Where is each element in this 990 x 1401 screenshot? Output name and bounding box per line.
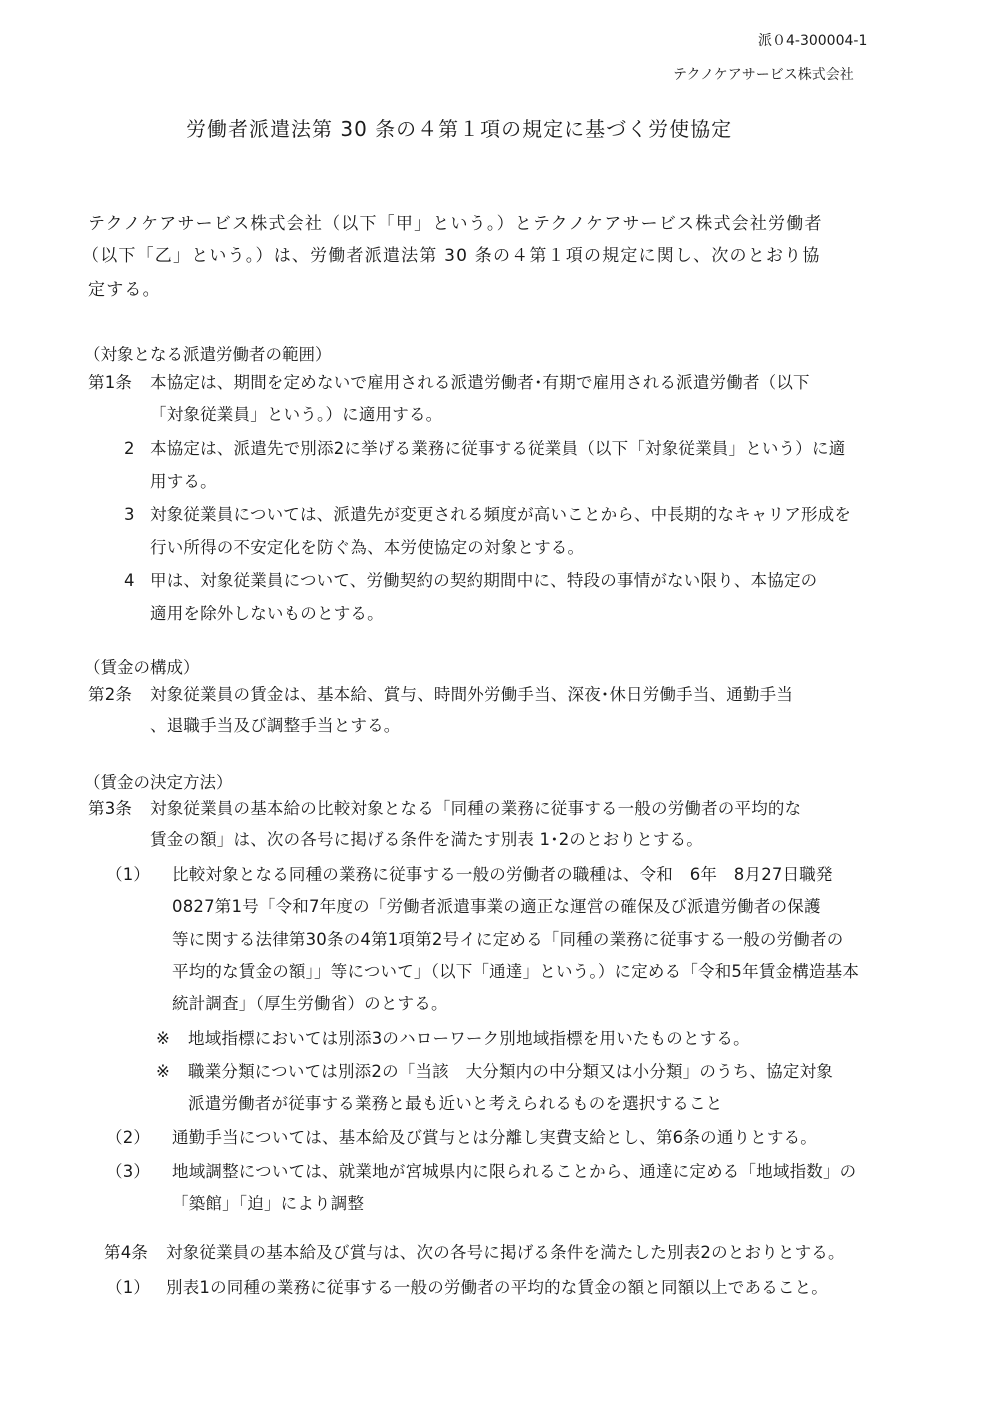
article-3-item-1-line-3: 等に関する法律第30条の4第1項第2号イに定める「同種の業務に従事する一般の労働者の: [172, 930, 844, 949]
article-3-line-1: 対象従業員の基本給の比較対象となる「同種の業務に従事する一般の労働者の平均的な: [150, 799, 802, 818]
section-heading-wage-determination: （賃金の決定方法）: [84, 773, 233, 792]
article-4-item-1-number: （1）: [106, 1278, 151, 1297]
article-3-item-3-number: （3）: [106, 1162, 151, 1181]
article-1-para-3-line-1: 対象従業員については、派遣先が変更される頻度が高いことから、中長期的なキャリア形成を: [150, 505, 852, 524]
article-3-item-1-line-5: 統計調査」（厚生労働省）のとする。: [172, 994, 448, 1013]
article-2-line-1: 対象従業員の賃金は、基本給、賞与、時間外労働手当、深夜･休日労働手当、通勤手当: [150, 685, 794, 704]
article-1-line-1: 本協定は、期間を定めないで雇用される派遣労働者･有期で雇用される派遣労働者（以下: [150, 373, 810, 392]
article-3-item-1-line-4: 平均的な賃金の額」」等について」（以下「通達」という。）に定める「令和5年賃金構造基本: [172, 962, 860, 981]
article-4-label: 第4条: [104, 1243, 149, 1262]
document-title: 労働者派遣法第 30 条の４第１項の規定に基づく労使協定: [186, 117, 733, 141]
document-number: 派０4-300004-1: [758, 33, 868, 49]
note-mark-1: ※: [156, 1029, 171, 1048]
note-2-line-2: 派遣労働者が従事する業務と最も近いと考えられるものを選択すること: [188, 1094, 723, 1113]
article-2-line-2: 、退職手当及び調整手当とする。: [150, 716, 401, 735]
note-2-line-1: 職業分類については別添2の「当該 大分類内の中分類又は小分類」のうち、協定対象: [188, 1062, 833, 1081]
intro-line-3: 定する。: [88, 280, 161, 300]
article-1-label: 第1条: [88, 373, 133, 392]
article-3-line-2: 賃金の額」は、次の各号に掲げる条件を満たす別表 1･2のとおりとする。: [150, 830, 703, 849]
section-heading-wage-structure: （賃金の構成）: [84, 658, 200, 677]
article-2-label: 第2条: [88, 685, 133, 704]
article-4-item-1-line-1: 別表1の同種の業務に従事する一般の労働者の平均的な賃金の額と同額以上であること。: [166, 1278, 828, 1297]
note-1-line-1: 地域指標においては別添3のハローワーク別地域指標を用いたものとする。: [188, 1029, 750, 1048]
article-1-para-4-line-2: 適用を除外しないものとする。: [150, 604, 384, 623]
article-1-para-2-line-2: 用する。: [150, 472, 217, 491]
article-3-item-3-line-2: 「築館」「迫」により調整: [172, 1194, 365, 1213]
article-3-item-1-line-2: 0827第1号「令和7年度の「労働者派遣事業の適正な運営の確保及び派遣労働者の保護: [172, 897, 821, 916]
article-1-para-2-line-1: 本協定は、派遣先で別添2に挙げる業務に従事する従業員（以下「対象従業員」という）に適: [150, 439, 846, 458]
article-1-para-2-number: 2: [124, 439, 135, 458]
article-3-label: 第3条: [88, 799, 133, 818]
article-1-para-4-line-1: 甲は、対象従業員について、労働契約の契約期間中に、特段の事情がない限り、本協定の: [150, 571, 818, 590]
article-4-line-1: 対象従業員の基本給及び賞与は、次の各号に掲げる条件を満たした別表2のとおりとする。: [166, 1243, 845, 1262]
company-name-header: テクノケアサービス株式会社: [673, 67, 854, 83]
article-1-para-3-number: 3: [124, 505, 135, 524]
article-3-item-1-line-1: 比較対象となる同種の業務に従事する一般の労働者の職種は、令和 6年 8月27日職発: [172, 865, 833, 884]
note-mark-2: ※: [156, 1062, 171, 1081]
article-3-item-3-line-1: 地域調整については、就業地が宮城県内に限られることから、通達に定める「地域指数」の: [172, 1162, 857, 1181]
intro-line-2: （以下「乙」という。）は、労働者派遣法第 30 条の４第１項の規定に関し、次のとおり協: [82, 246, 821, 266]
article-1-para-4-number: 4: [124, 571, 135, 590]
article-1-line-2: 「対象従業員」という。）に適用する。: [150, 405, 443, 424]
article-3-item-2-line-1: 通勤手当については、基本給及び賞与とは分離し実費支給とし、第6条の通りとする。: [172, 1128, 817, 1147]
article-3-item-2-number: （2）: [106, 1128, 151, 1147]
article-1-para-3-line-2: 行い所得の不安定化を防ぐ為、本労使協定の対象とする。: [150, 538, 585, 557]
section-heading-scope: （対象となる派遣労働者の範囲）: [84, 345, 332, 364]
intro-line-1: テクノケアサービス株式会社（以下「甲」という。）とテクノケアサービス株式会社労働者: [88, 214, 823, 234]
article-3-item-1-number: （1）: [106, 865, 151, 884]
